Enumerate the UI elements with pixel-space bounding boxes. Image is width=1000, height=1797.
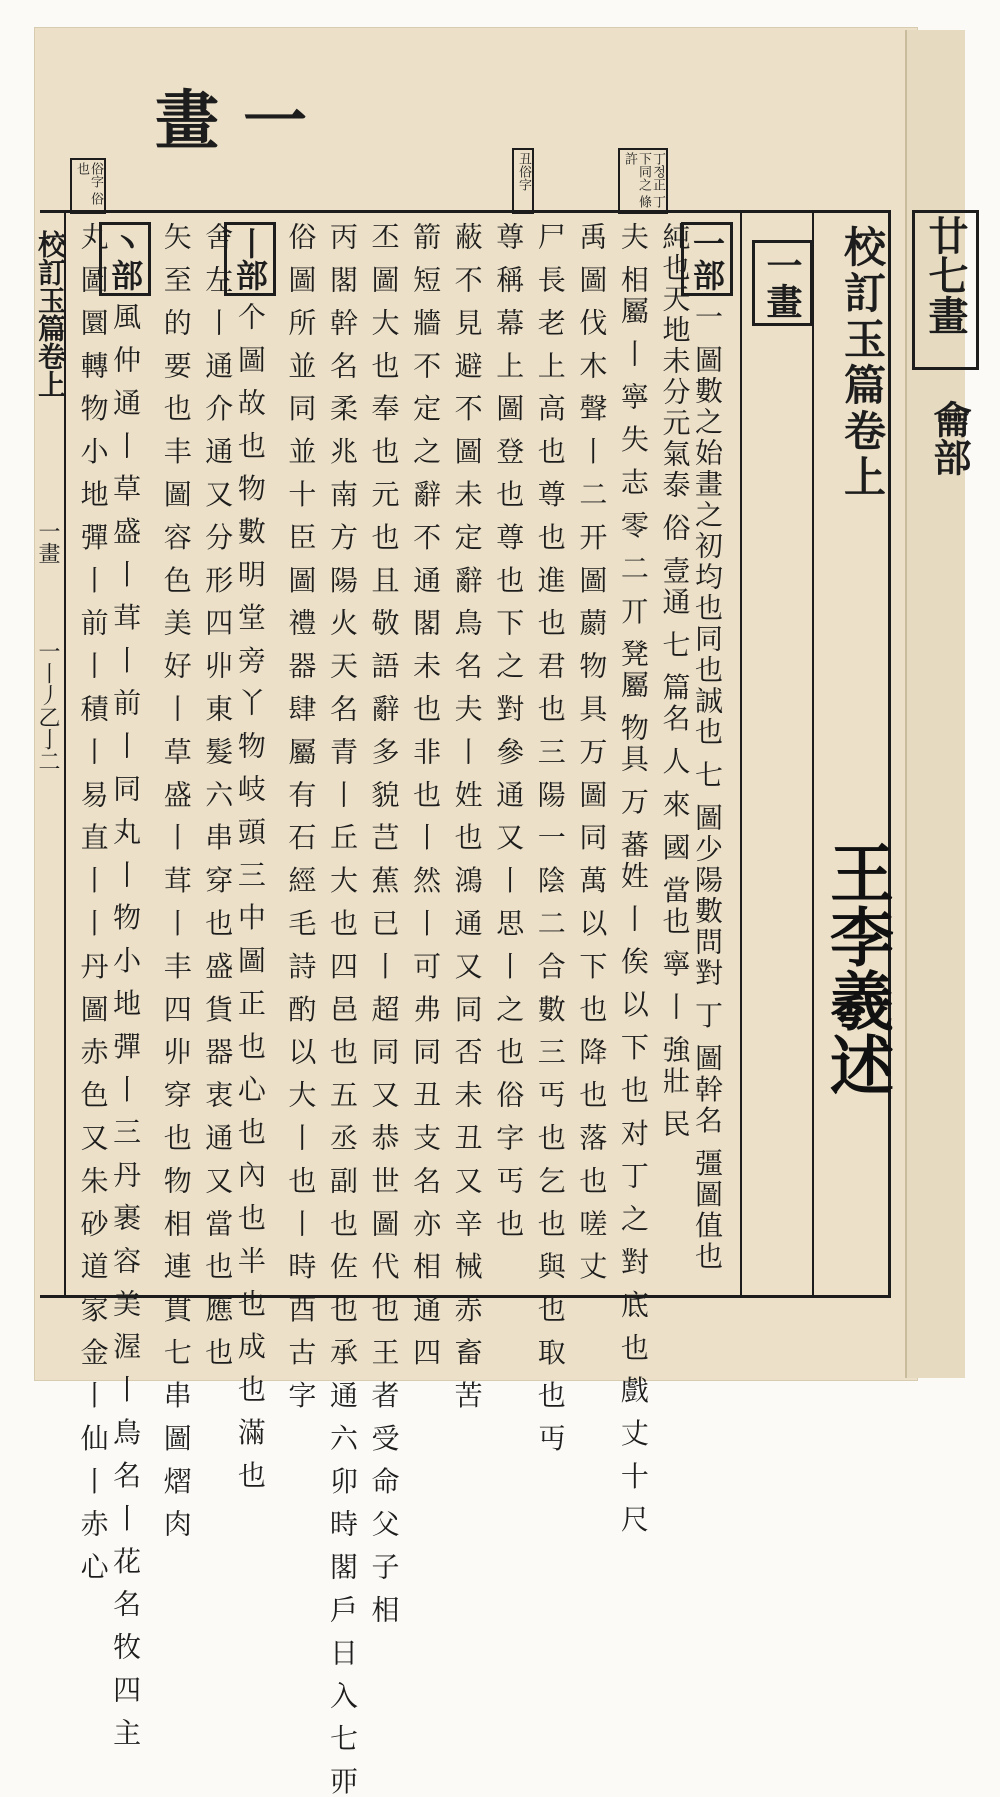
column-text: 一 圖數之始畫之初均也同也誠也 七 圖少陽數問對 丁 圖幹名 彊圖值也 [691,302,724,1273]
text-column [688,222,733,1287]
heading-char-1: 一 [243,84,307,159]
book-title: 校訂玉篇卷上 [838,225,887,501]
side-page-title: 廿七畫 [912,210,979,370]
text-column [569,222,609,1287]
column-text: 箭 短 牆 不 定 之 辭 不 通 閣 未 也 非 也 丨 然 丨 可 弗 同 丑 支 名 亦 相 通 四 [409,222,443,1369]
text-column [527,222,567,1455]
margin-numbers: 一丨丿乙亅二 [35,640,60,772]
column-text: 風 仲 通 丨 草 盛 丨 茸 丨 前 丨 同 丸 丨 物 小 地 彈 丨 三 丹 裹 容 美 渥 丨 鳥 名 丨 花 名 牧 四 主 [109,302,143,1749]
column-text: 禹 圖 伐 木 聲 丨 二 开 圖 蘮 物 具 万 圖 同 萬 以 下 也 降 也 落 也 嗟 丈 [575,222,609,1283]
heading-char-2: 畫 [155,84,219,159]
side-page-label: 龠部 [927,400,972,476]
column-text: 蔽 不 見 避 不 圖 未 定 辭 鳥 名 夫 丨 姓 也 鴻 通 又 同 否 未 丑 又 辛 械 赤 畜 苦 [450,222,484,1412]
text-column [361,222,401,1626]
column-text: 夫 相屬 丨 寧 失 志 零 二 丌 凳屬 物具 万 蕃姓 丨 俟 以 下 也 对 丁 之 對 底 也 戲 丈 十 尺 [616,222,650,1536]
frame-top-rule [40,210,890,213]
text-column [70,222,110,1583]
column-text: 舍 左 丨 通 介 通 又 分 形 四 丱 東 髮 六 串 穿 也 盛 貨 器 衷 通 又 當 也 應 也 [201,222,235,1369]
text-column [486,222,526,1287]
column-text: 純也天地未分元氣泰 俗 壹通 七 篇名 人 來 國 當也 寧 丨 強壯 民 [658,222,692,1140]
text-column [610,222,650,1536]
header-box-2: 丑俗字 [512,148,534,214]
text-column [319,222,359,1797]
column-text: 丸 圖 圜 轉 物 小 地 彈 丨 前 丨 積 丨 易 直 丨 丨 丹 圖 赤 色 又 朱 砂 道 家 金 丨 仙 丨 赤 心 [76,222,110,1583]
author-note: 王李羲述 [819,840,894,1096]
text-column [230,222,276,1492]
header-box-3: 俗字 俗也 [70,158,106,214]
column-text: 俗 圖 所 並 同 並 十 臣 圖 禮 器 肆 屬 有 石 經 毛 詩 酌 以 大 丨 也 丨 時 酉 古 字 [284,222,318,1412]
radical-header: 一部 [681,222,733,296]
radical-header: 丶部 [99,222,151,296]
text-column [195,222,235,1369]
text-column [652,222,692,1287]
section-label: 一畫 [752,240,813,326]
text-column [106,222,152,1749]
text-column [403,222,443,1369]
text-column [278,222,318,1412]
column-text: 矢 至 的 要 也 丰 圖 容 色 美 好 丨 草 盛 丨 茸 丨 丰 四 丱 穿 也 物 相 連 貫 七 串 圖 熠 肉 [159,222,193,1541]
margin-section: 一畫 [35,520,60,564]
header-box-1: 丁정正 丁下同之 條許 [618,148,668,214]
margin-book-title: 校訂玉篇卷上 [34,230,67,398]
text-block-rule [740,210,742,1298]
column-text: 尸 長 老 上 高 也 尊 也 進 也 君 也 三 陽 一 陰 二 合 數 三 丐 也 乞 也 與 也 取 也 丏 [533,222,567,1455]
column-text: 个 圖 故 也 物 數 明 堂 旁 丫 物 岐 頭 三 中 圖 正 也 心 也 內 也 半 也 成 也 滿 也 [233,302,267,1492]
text-column [444,222,484,1412]
column-text: 尊 稱 幕 上 圖 登 也 尊 也 下 之 對 參 通 又 丨 思 丨 之 也 俗 字 丐 也 [492,222,526,1240]
column-text: 丙 閣 幹 名 柔 兆 南 方 陽 火 天 名 青 丨 丘 大 也 四 邑 也 五 丞 副 也 佐 也 承 通 六 卯 時 閣 戶 日 入 七 丣 [325,222,359,1797]
radical-header: 丨部 [224,222,276,296]
column-text: 丕 圖 大 也 奉 也 元 也 且 敬 語 辭 多 貌 芑 蕉 已 丨 超 同 又 恭 世 圖 代 也 王 者 受 命 父 子 相 [367,222,401,1626]
text-column [153,222,193,1541]
